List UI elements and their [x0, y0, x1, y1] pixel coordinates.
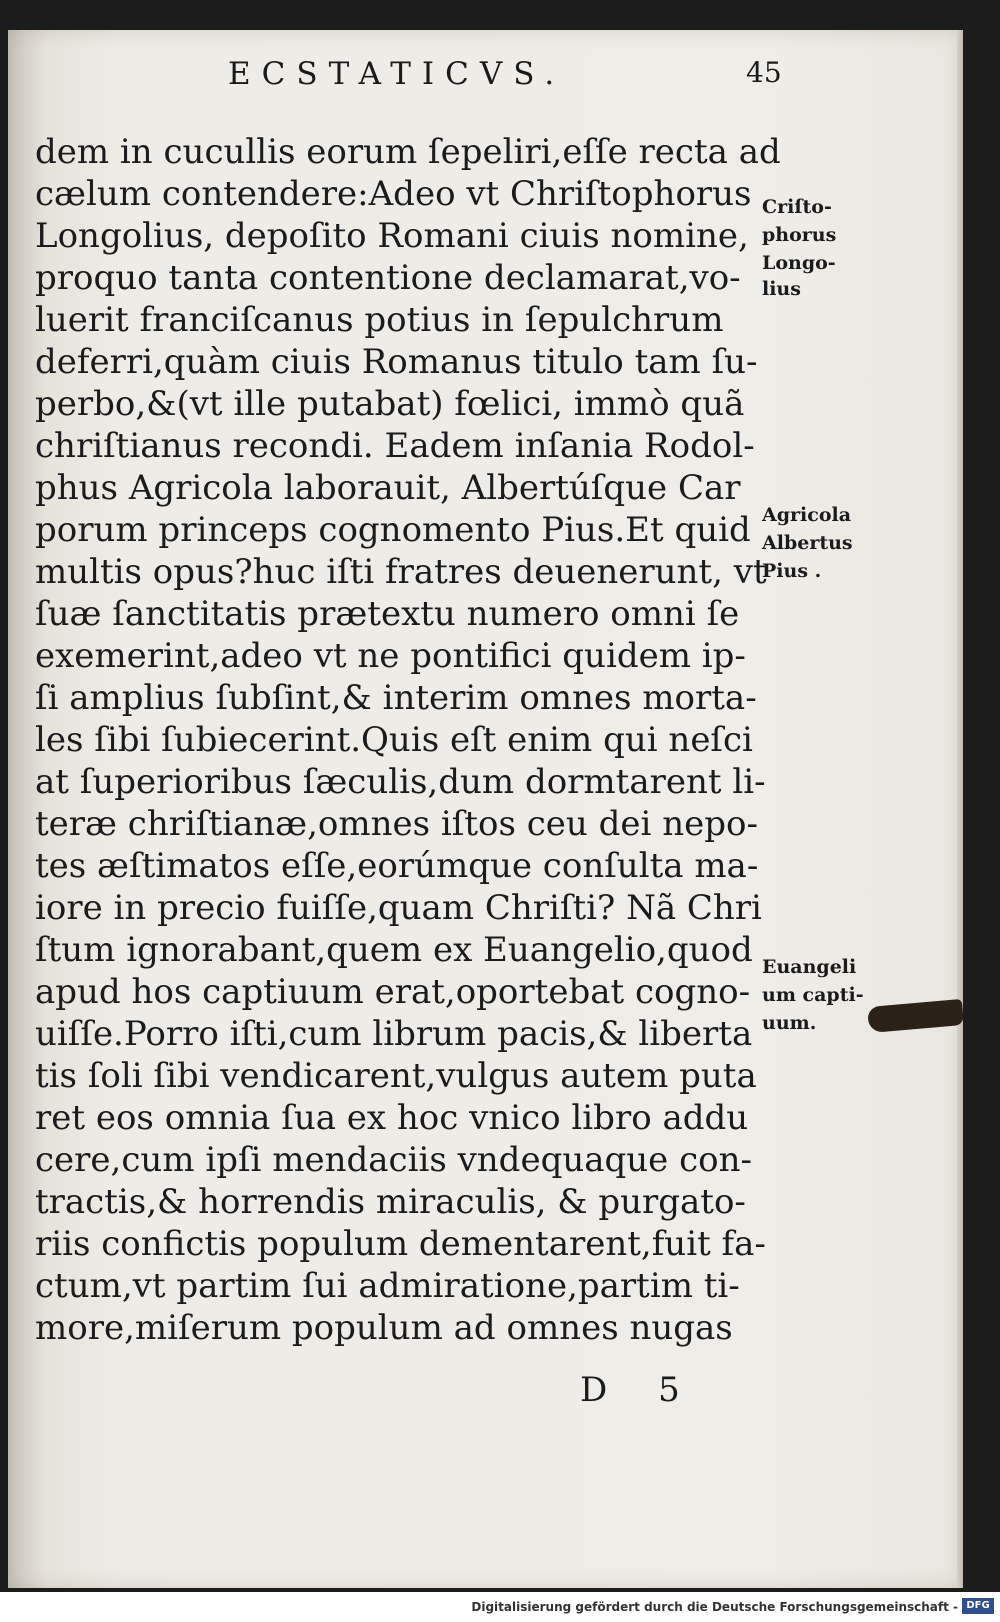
marginal-note-line: lius [762, 278, 801, 300]
body-line: uiſſe.Porro iſti,cum librum pacis,& liberta [35, 1014, 753, 1054]
body-line: at ſuperioribus ſæculis,dum dormtarent li- [35, 762, 766, 802]
marginal-note-line: uum. [762, 1012, 817, 1034]
marginal-note-line: Agricola [762, 504, 852, 526]
body-line: Longolius, depoſito Romani ciuis nomine, [35, 216, 749, 256]
body-line: phus Agricola laborauit, Albertúſque Car [35, 468, 741, 508]
body-line: chriſtianus recondi. Eadem inſania Rodol- [35, 426, 755, 466]
marginal-note-line: Pius . [762, 560, 822, 582]
body-line: porum princeps cognomento Pius.Et quid [35, 510, 751, 550]
funding-credit: Digitalisierung gefördert durch die Deutsche Forschungsgemeinschaft - [471, 1600, 958, 1614]
body-line: exemerint,adeo vt ne pontifici quidem ip- [35, 636, 746, 676]
body-line: ſi amplius ſubſint,& interim omnes morta- [35, 678, 757, 718]
body-line: ſtum ignorabant,quem ex Euangelio,quod [35, 930, 753, 970]
page-edge [957, 30, 963, 1588]
body-line: tractis,& horrendis miraculis, & purgato- [35, 1182, 746, 1222]
body-line: ret eos omnia ſua ex hoc vnico libro addu [35, 1098, 749, 1138]
body-line: ctum,vt partim ſui admiratione,partim ti- [35, 1266, 740, 1306]
body-line: riis confictis populum dementarent,fuit fa- [35, 1224, 766, 1264]
dfg-logo: DFG [962, 1598, 994, 1614]
marginal-note-line: phorus [762, 224, 837, 246]
running-head: ECSTATICVS. [228, 56, 566, 92]
marginal-note-line: um capti- [762, 984, 864, 1006]
body-line: apud hos captiuum erat,oportebat cogno- [35, 972, 751, 1012]
signature-mark: D 5 [580, 1370, 700, 1410]
body-line: more,miſerum populum ad omnes nugas [35, 1308, 733, 1348]
body-line: ſuæ ſanctitatis prætextu numero omni ſe [35, 594, 740, 634]
body-line: deferri,quàm ciuis Romanus titulo tam ſu- [35, 342, 758, 382]
body-line: les ſibi ſubiecerint.Quis eſt enim qui neſci [35, 720, 753, 760]
body-line: proquo tanta contentione declamarat,vo- [35, 258, 741, 298]
body-line: cere,cum ipſi mendaciis vndequaque con- [35, 1140, 752, 1180]
marginal-note-line: Euangeli [762, 956, 857, 978]
body-line: tes æſtimatos eſſe,eorúmque conſulta ma- [35, 846, 759, 886]
footer-bar [0, 1592, 1000, 1622]
body-line: tis ſoli ſibi vendicarent,vulgus autem puta [35, 1056, 757, 1096]
page-number: 45 [746, 56, 782, 89]
body-line: cælum contendere:Adeo vt Chriſtophorus [35, 174, 752, 214]
body-line: iore in precio fuiſſe,quam Chriſti? Nã Chri [35, 888, 762, 928]
marginal-note-line: Criſto- [762, 196, 832, 218]
body-line: dem in cucullis eorum ſepeliri,eſſe recta ad [35, 132, 781, 172]
marginal-note-line: Albertus [762, 532, 853, 554]
body-line: teræ chriſtianæ,omnes iſtos ceu dei nepo- [35, 804, 758, 844]
marginal-note-line: Longo- [762, 252, 836, 274]
body-line: multis opus?huc iſti fratres deuenerunt, vt [35, 552, 767, 592]
body-line: luerit franciſcanus potius in ſepulchrum [35, 300, 724, 340]
body-line: perbo,&(vt ille putabat) fœlici, immò quã [35, 384, 745, 424]
